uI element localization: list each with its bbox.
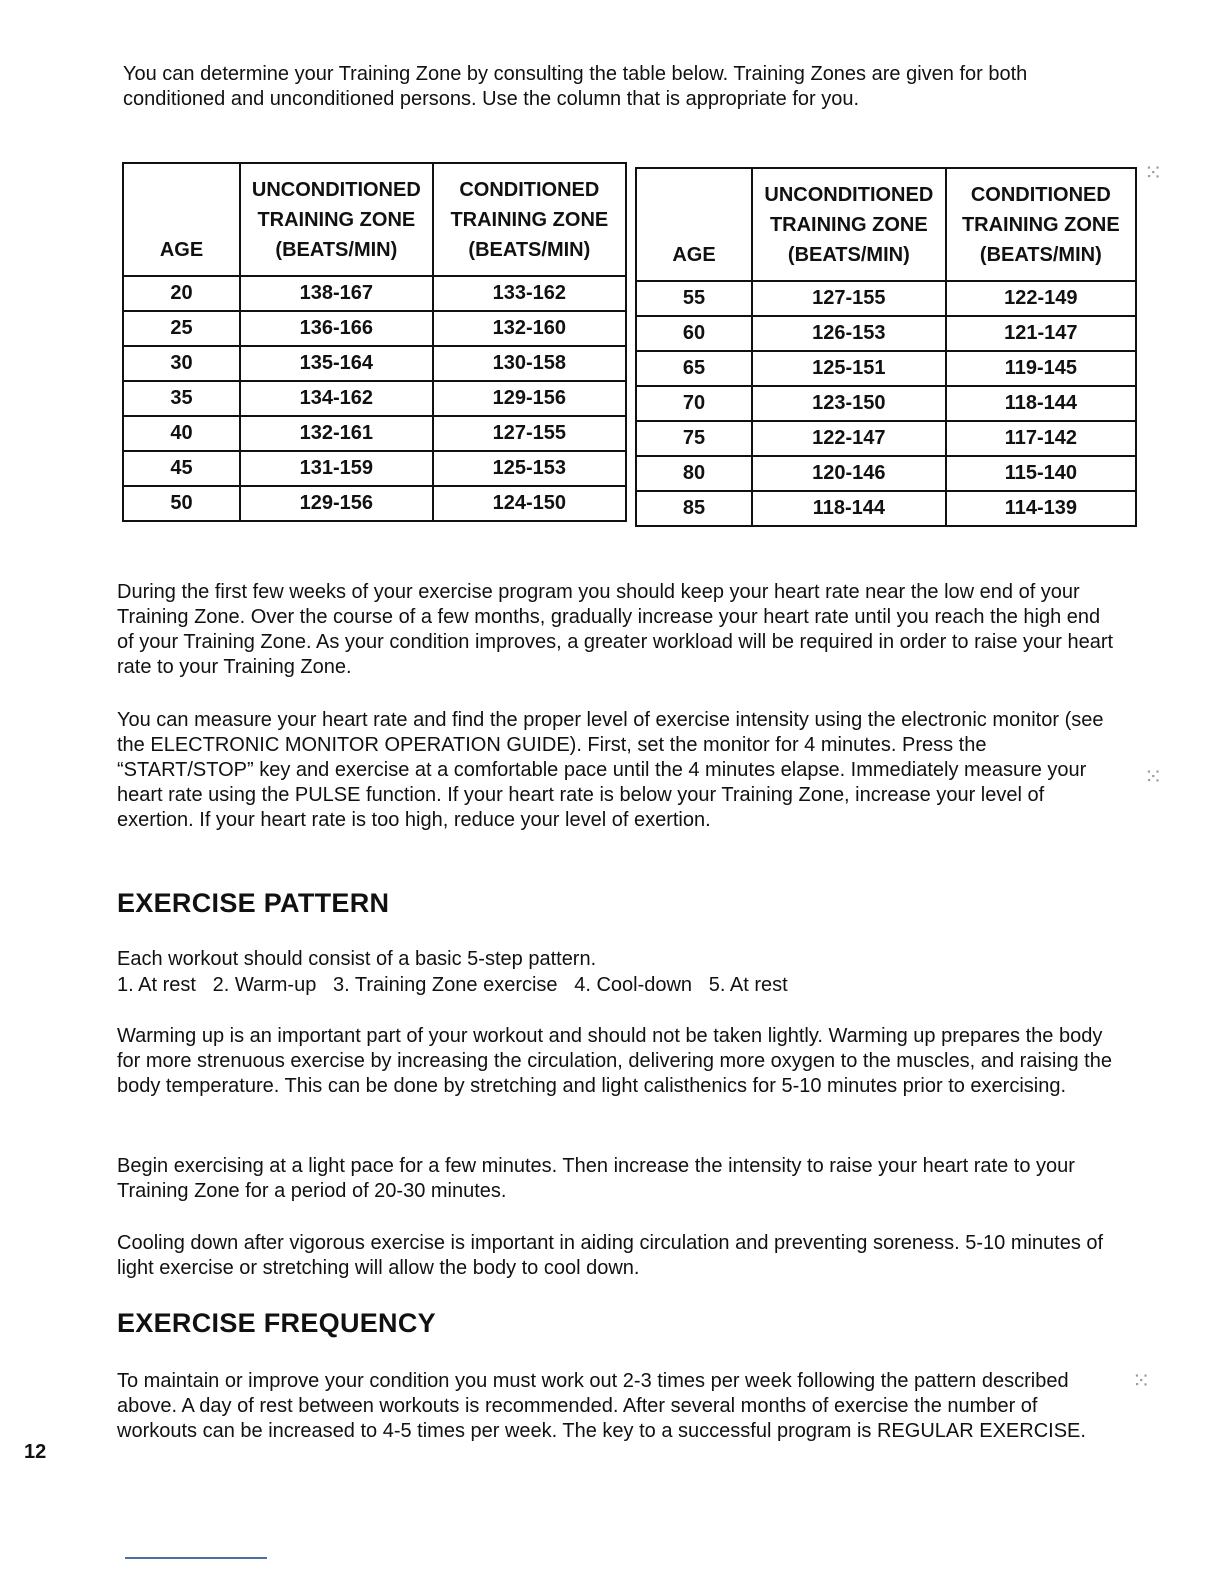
conditioned-cell: 127-155 <box>433 416 626 451</box>
conditioned-cell: 124-150 <box>433 486 626 521</box>
unconditioned-cell: 122-147 <box>752 421 946 456</box>
table-row <box>123 486 626 521</box>
unconditioned-cell: 126-153 <box>752 316 946 351</box>
unconditioned-cell: 132-161 <box>240 416 433 451</box>
age-cell: 55 <box>636 281 752 316</box>
table-row <box>636 316 1136 351</box>
age-cell: 50 <box>123 486 240 521</box>
cooldown-paragraph: Cooling down after vigorous exercise is important in aiding circulation and preventing soreness. 5-10 minutes of light exercise or stretching will allow the body to cool down. <box>117 1232 1104 1279</box>
table-row <box>123 416 626 451</box>
table-header-row <box>123 163 626 276</box>
conditioned-cell: 129-156 <box>433 381 626 416</box>
age-cell: 45 <box>123 451 240 486</box>
age-cell: 25 <box>123 311 240 346</box>
conditioned-cell: 125-153 <box>433 451 626 486</box>
age-header: AGE <box>123 163 240 276</box>
age-cell: 35 <box>123 381 240 416</box>
age-cell: 65 <box>636 351 752 386</box>
age-cell: 70 <box>636 386 752 421</box>
binding-hole-mark: ⁙ <box>1132 1368 1151 1393</box>
table-row <box>636 386 1136 421</box>
conditioned-cell: 122-149 <box>946 281 1136 316</box>
unconditioned-cell: 123-150 <box>752 386 946 421</box>
table-row <box>636 351 1136 386</box>
age-cell: 60 <box>636 316 752 351</box>
conditioned-cell: 132-160 <box>433 311 626 346</box>
bottom-rule <box>125 1557 267 1559</box>
age-cell: 75 <box>636 421 752 456</box>
table-row <box>636 491 1136 526</box>
age-cell: 85 <box>636 491 752 526</box>
age-cell: 30 <box>123 346 240 381</box>
conditioned-cell: 119-145 <box>946 351 1136 386</box>
age-cell: 40 <box>123 416 240 451</box>
training-zone-table-right <box>635 167 1137 527</box>
conditioned-cell: 115-140 <box>946 456 1136 491</box>
unconditioned-header: UNCONDITIONED TRAINING ZONE (BEATS/MIN) <box>240 163 433 276</box>
warmup-paragraph: Warming up is an important part of your workout and should not be taken lightly. Warming up prepares the body for more strenuous exercise by increasing the circulation, delivering more oxygen to the muscles, and raising the body temperature. This can be done by stretching and light calisthenics for 5-10 minutes prior to exercising. <box>117 1025 1112 1097</box>
table-row <box>636 421 1136 456</box>
page-number: 12 <box>24 1441 47 1463</box>
table-header-row <box>636 168 1136 281</box>
conditioned-header: CONDITIONED TRAINING ZONE (BEATS/MIN) <box>946 168 1136 281</box>
table-row <box>123 276 626 311</box>
unconditioned-header: UNCONDITIONED TRAINING ZONE (BEATS/MIN) <box>752 168 946 281</box>
intro-paragraph: You can determine your Training Zone by consulting the table below. Training Zones are given for both conditioned and unconditioned persons. Use the column that is appropriate for you. <box>123 63 1028 110</box>
unconditioned-cell: 118-144 <box>752 491 946 526</box>
pattern-steps: 1. At rest 2. Warm-up 3. Training Zone exercise 4. Cool-down 5. At rest <box>117 974 788 996</box>
pattern-intro: Each workout should consist of a basic 5-step pattern. <box>117 948 597 970</box>
unconditioned-cell: 127-155 <box>752 281 946 316</box>
unconditioned-cell: 125-151 <box>752 351 946 386</box>
unconditioned-cell: 129-156 <box>240 486 433 521</box>
table-row <box>123 311 626 346</box>
unconditioned-cell: 134-162 <box>240 381 433 416</box>
unconditioned-cell: 120-146 <box>752 456 946 491</box>
table-row <box>123 451 626 486</box>
age-cell: 20 <box>123 276 240 311</box>
table-row <box>636 456 1136 491</box>
table-row <box>123 381 626 416</box>
binding-hole-mark: ⁙ <box>1144 764 1163 789</box>
age-header: AGE <box>636 168 752 281</box>
frequency-paragraph: To maintain or improve your condition you must work out 2-3 times per week following the pattern described above. A day of rest between workouts is recommended. After several months of exercise the number of workouts can be increased to 4-5 times per week. The key to a successful program is REGULAR EXERCISE. <box>117 1370 1086 1442</box>
table-row <box>636 281 1136 316</box>
unconditioned-cell: 136-166 <box>240 311 433 346</box>
conditioned-cell: 114-139 <box>946 491 1136 526</box>
conditioned-cell: 130-158 <box>433 346 626 381</box>
age-cell: 80 <box>636 456 752 491</box>
conditioned-cell: 133-162 <box>433 276 626 311</box>
exercise-frequency-heading: EXERCISE FREQUENCY <box>117 1308 436 1338</box>
measure-heart-rate-paragraph: You can measure your heart rate and find the proper level of exercise intensity using the electronic monitor (see the ELECTRONIC MONITOR OPERATION GUIDE). First, set the monitor for 4 minutes. Press the “START/STOP” key and exercise at a comfortable pace until the 4 minutes elapse. Immediately measure your heart rate using the PULSE function. If your heart rate is below your Training Zone, increase your level of exertion. If your heart rate is too high, reduce your level of exertion. <box>117 709 1104 831</box>
first-weeks-paragraph: During the first few weeks of your exercise program you should keep your heart rate near the low end of your Training Zone. Over the course of a few months, gradually increase your heart rate until you reach the high end of your Training Zone. As your condition improves, a greater workload will be required in order to raise your heart rate to your Training Zone. <box>117 581 1114 678</box>
unconditioned-cell: 135-164 <box>240 346 433 381</box>
conditioned-cell: 121-147 <box>946 316 1136 351</box>
begin-exercising-paragraph: Begin exercising at a light pace for a few minutes. Then increase the intensity to raise your heart rate to your Training Zone for a period of 20-30 minutes. <box>117 1155 1075 1202</box>
conditioned-cell: 118-144 <box>946 386 1136 421</box>
unconditioned-cell: 138-167 <box>240 276 433 311</box>
exercise-pattern-heading: EXERCISE PATTERN <box>117 888 390 918</box>
unconditioned-cell: 131-159 <box>240 451 433 486</box>
conditioned-header: CONDITIONED TRAINING ZONE (BEATS/MIN) <box>433 163 626 276</box>
conditioned-cell: 117-142 <box>946 421 1136 456</box>
binding-hole-mark: ⁙ <box>1144 160 1163 185</box>
table-row <box>123 346 626 381</box>
training-zone-table-left <box>122 162 627 522</box>
